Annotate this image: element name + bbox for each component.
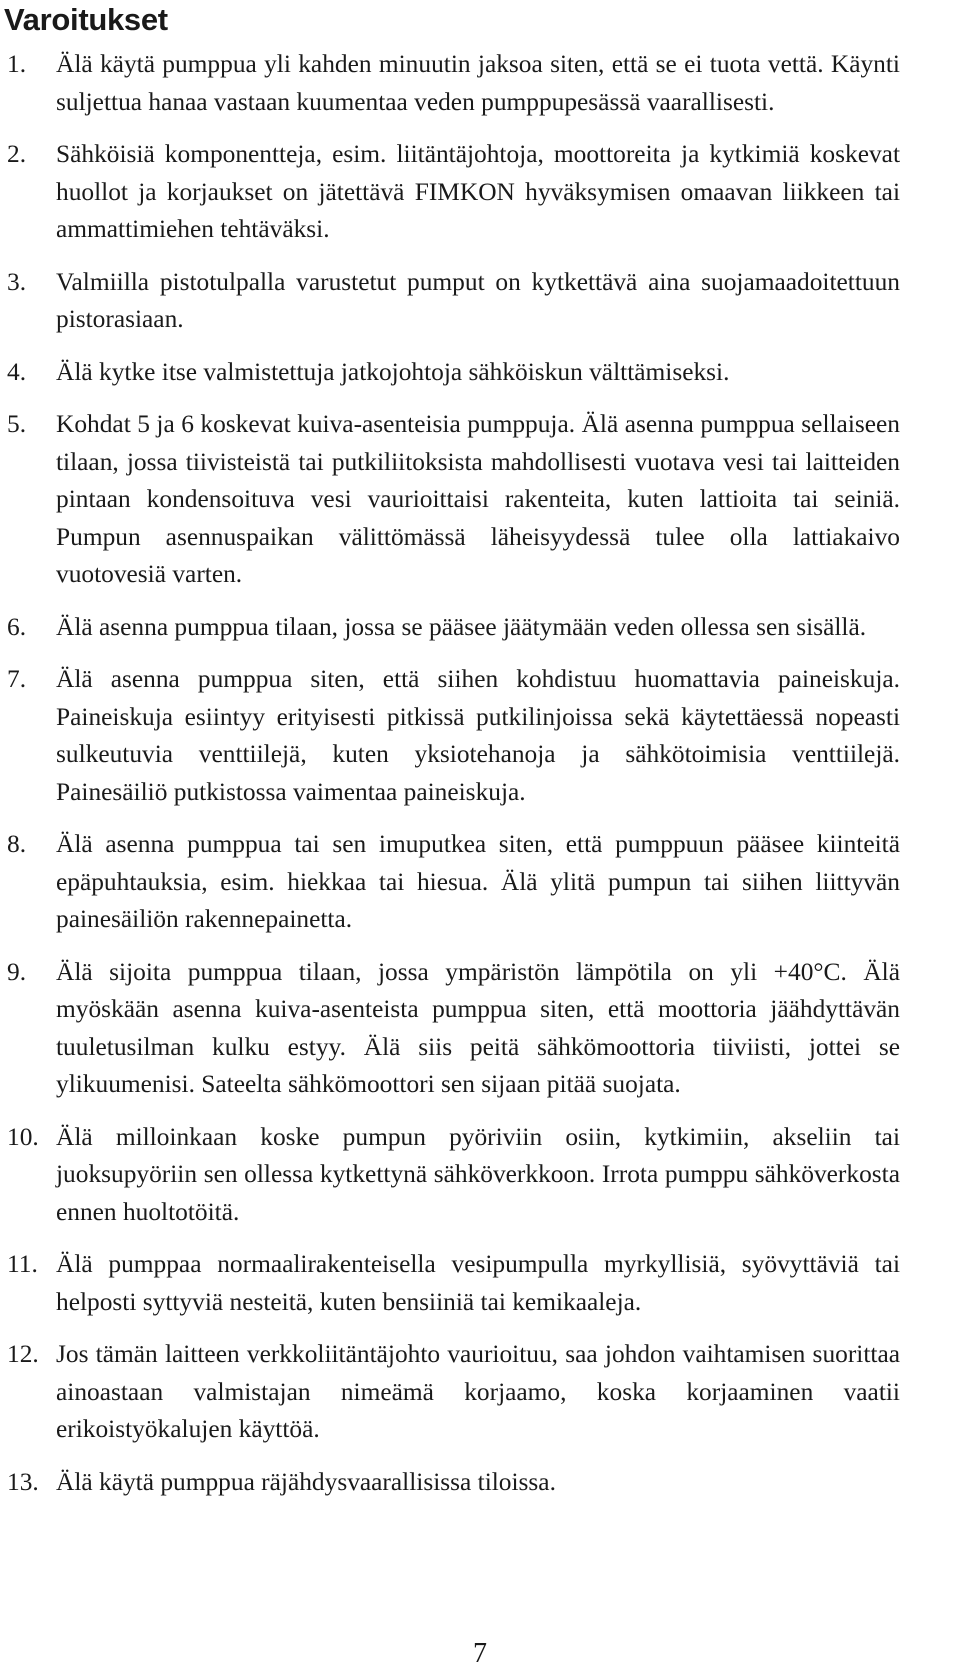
item-text: Jos tämän laitteen verkkoliitäntäjohto vaurioituu, saa johdon vaihtamisen suorittaa ainoastaan valmistajan nimeämä korjaamo, koska korjaaminen vaatii erikoistyökalujen käyttöä. — [56, 1340, 900, 1443]
list-item — [0, 1119, 900, 1232]
item-number: 4. — [7, 357, 27, 386]
item-text: Älä sijoita pumppua tilaan, jossa ympäristön lämpötila on yli +40°C. Älä myöskään asenna kuiva-asenteista pumppua siten, että moottoria jäähdyttävän tuuletusilman kulku estyy. Älä siis peitä sähkömoottoria tiiviisti, jottei se ylikuumenisi. Sateelta sähkömoottori sen sijaan pitää suojata. — [56, 957, 900, 1098]
item-text: Älä käytä pumppua yli kahden minuutin jaksoa siten, että se ei tuota vettä. Käynti suljettua hanaa vastaan kuumentaa veden pumppupesässä vaarallisesti. — [56, 50, 900, 116]
item-number: 11. — [7, 1250, 38, 1278]
item-number: 1. — [7, 50, 27, 78]
list-item — [0, 826, 900, 939]
item-number: 6. — [7, 612, 27, 641]
item-number: 5. — [7, 410, 27, 438]
item-text: Älä asenna pumppua tilaan, jossa se pääsee jäätymään veden ollessa sen sisällä. — [56, 612, 867, 641]
item-text: Älä milloinkaan koske pumpun pyöriviin osiin, kytkimiin, akseliin tai juoksupyöriin sen ollessa kytkettynä sähköverkkoon. Irrota pumppu sähköverkosta ennen huoltotöitä. — [56, 1122, 900, 1226]
item-number: 7. — [7, 665, 27, 693]
list-item — [0, 354, 900, 392]
list-item — [0, 264, 900, 339]
item-text: Älä asenna pumppua siten, että siihen kohdistuu huomattavia paineiskuja. Paineiskuja esiintyy erityisesti pitkissä putkilinjoissa sekä käytettäessä nopeasti sulkeutuvia venttiilejä, kuten yksiotehanoja ja sähkötoimisia venttiilejä. Painesäiliö putkistossa vaimentaa paineiskuja. — [56, 665, 900, 806]
page-number: 7 — [473, 1638, 487, 1669]
list-item — [0, 46, 900, 121]
item-number: 2. — [7, 140, 27, 168]
item-number: 8. — [7, 830, 27, 858]
item-text: Älä asenna pumppua tai sen imuputkea siten, että pumppuun pääsee kiinteitä epäpuhtauksia, esim. hiekkaa tai hiesua. Älä ylitä pumpun tai siihen liittyvän painesäiliön rakennepainetta. — [56, 830, 900, 933]
item-number: 9. — [7, 957, 27, 986]
item-text: Älä kytke itse valmistettuja jatkojohtoja sähköiskun välttämiseksi. — [56, 357, 730, 386]
item-text: Kohdat 5 ja 6 koskevat kuiva-asenteisia pumppuja. Älä asenna pumppua sellaiseen tilaan, jossa tiivisteistä tai putkiliitoksista mahdollisesti vuotava vesi tai laitteiden pintaan kondensoituva vesi vaurioittaisi rakenteita, kuten lattioita tai seiniä. Pumpun asennuspaikan välittömässä läheisyydessä tulee olla lattiakaivo vuotovesiä varten. — [56, 410, 900, 588]
list-item — [0, 1246, 900, 1321]
item-text: Älä pumppaa normaalirakenteisella vesipumpulla myrkyllisiä, syövyttäviä tai helposti syttyviä nesteitä, kuten bensiiniä tai kemikaaleja. — [56, 1250, 900, 1316]
item-number: 12. — [7, 1340, 39, 1368]
page-title: Varoitukset — [4, 2, 168, 37]
item-number: 3. — [7, 267, 27, 296]
list-item — [0, 609, 900, 647]
item-text: Sähköisiä komponentteja, esim. liitäntäjohtoja, moottoreita ja kytkimiä koskevat huollot ja korjaukset on jätettävä FIMKON hyväksymisen omaavan liikkeen tai ammattimiehen tehtäväksi. — [56, 140, 900, 243]
item-number: 13. — [7, 1467, 39, 1496]
list-item — [0, 661, 900, 811]
list-item — [0, 954, 900, 1104]
warnings-list — [0, 46, 960, 1516]
list-item — [0, 1336, 900, 1449]
list-item — [0, 406, 900, 594]
item-number: 10. — [7, 1122, 39, 1151]
item-text: Valmiilla pistotulpalla varustetut pumput on kytkettävä aina suojamaadoitettuun pistorasiaan. — [56, 267, 900, 333]
item-text: Älä käytä pumppua räjähdysvaarallisissa tiloissa. — [56, 1467, 556, 1496]
list-item — [0, 136, 900, 249]
list-item — [0, 1464, 900, 1502]
